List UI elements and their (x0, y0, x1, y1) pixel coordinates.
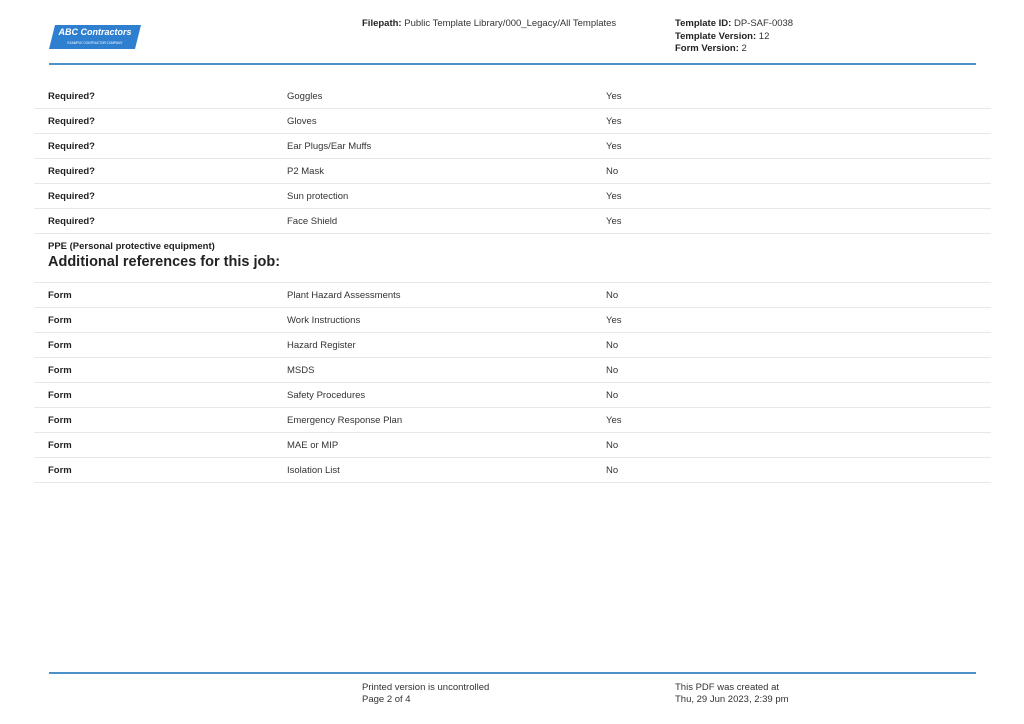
row-label: Form (48, 440, 72, 451)
row-value: Yes (606, 216, 622, 227)
row-value: Yes (606, 91, 622, 102)
filepath-label: Filepath: (362, 18, 402, 29)
row-item: Gloves (287, 116, 317, 127)
uncontrolled-notice: Printed version is uncontrolled (362, 682, 490, 693)
row-label: Required? (48, 141, 95, 152)
template-meta (675, 18, 793, 56)
company-logo (49, 24, 141, 50)
row-label: Required? (48, 91, 95, 102)
created-label: This PDF was created at (675, 682, 780, 693)
page-header (0, 0, 1024, 66)
row-value: Yes (606, 141, 622, 152)
table-row (34, 308, 991, 333)
row-label: Form (48, 290, 72, 301)
row-label: Form (48, 365, 72, 376)
created-timestamp: Thu, 29 Jun 2023, 2:39 pm (675, 694, 789, 705)
row-value: Yes (606, 415, 622, 426)
row-label: Form (48, 415, 72, 426)
table-row (34, 408, 991, 433)
header-divider (49, 63, 976, 65)
row-label: Form (48, 315, 72, 326)
table-row (34, 134, 991, 159)
row-value: Yes (606, 116, 622, 127)
row-item: Ear Plugs/Ear Muffs (287, 141, 372, 152)
row-label: Form (48, 465, 72, 476)
row-value: No (606, 365, 619, 376)
filepath (362, 18, 616, 29)
row-label: Form (48, 340, 72, 351)
table-row (34, 433, 991, 458)
template-version-label: Template Version: (675, 30, 757, 42)
row-label: Required? (48, 216, 95, 227)
row-item: Hazard Register (287, 340, 356, 351)
row-value: No (606, 340, 619, 351)
row-item: MAE or MIP (287, 440, 339, 451)
row-value: No (606, 440, 619, 451)
table-row (34, 209, 991, 234)
footer-left (362, 682, 489, 706)
table-row (34, 159, 991, 184)
row-item: Work Instructions (287, 315, 361, 326)
table-row (34, 84, 991, 109)
table-row (34, 283, 991, 308)
row-item: P2 Mask (287, 166, 324, 177)
table-row (34, 109, 991, 134)
page-number: Page 2 of 4 (362, 694, 411, 705)
template-id-value: DP-SAF-0038 (733, 18, 794, 29)
logo-text: ABC Contractors (58, 27, 132, 37)
template-version-value: 12 (758, 30, 770, 42)
row-item: Isolation List (287, 465, 340, 476)
row-item: Safety Procedures (287, 390, 366, 401)
row-value: No (606, 290, 619, 301)
row-item: Goggles (287, 91, 323, 102)
footer-divider (49, 672, 976, 674)
row-item: Emergency Response Plan (287, 415, 403, 426)
row-value: Yes (606, 191, 622, 202)
row-value: Yes (606, 315, 622, 326)
section-subtitle: PPE (Personal protective equipment) (48, 241, 215, 252)
footer-right (675, 682, 789, 706)
template-id-label: Template ID: (675, 18, 732, 29)
row-label: Required? (48, 191, 95, 202)
row-value: No (606, 166, 619, 177)
form-content (34, 84, 991, 483)
section-heading: Additional references for this job: (48, 254, 281, 270)
table-row (34, 383, 991, 408)
template-version (675, 31, 793, 44)
row-value: No (606, 465, 619, 476)
row-item: Face Shield (287, 216, 338, 227)
logo-tagline: EXAMPLE CONTRACTOR COMPANY (67, 41, 123, 45)
row-item: Sun protection (287, 191, 349, 202)
row-value: No (606, 390, 619, 401)
form-version-value: 2 (741, 43, 747, 54)
section-header (34, 234, 991, 283)
form-version-label: Form Version: (675, 43, 739, 54)
table-row (34, 333, 991, 358)
row-label: Required? (48, 166, 95, 177)
row-label: Form (48, 390, 72, 401)
template-id (675, 18, 793, 31)
table-row (34, 358, 991, 383)
table-row (34, 184, 991, 209)
table-row (34, 458, 991, 483)
row-item: MSDS (287, 365, 315, 376)
filepath-value: Public Template Library/000_Legacy/All Templates (404, 18, 617, 29)
form-version (675, 43, 793, 56)
row-label: Required? (48, 116, 95, 127)
row-item: Plant Hazard Assessments (287, 290, 401, 301)
